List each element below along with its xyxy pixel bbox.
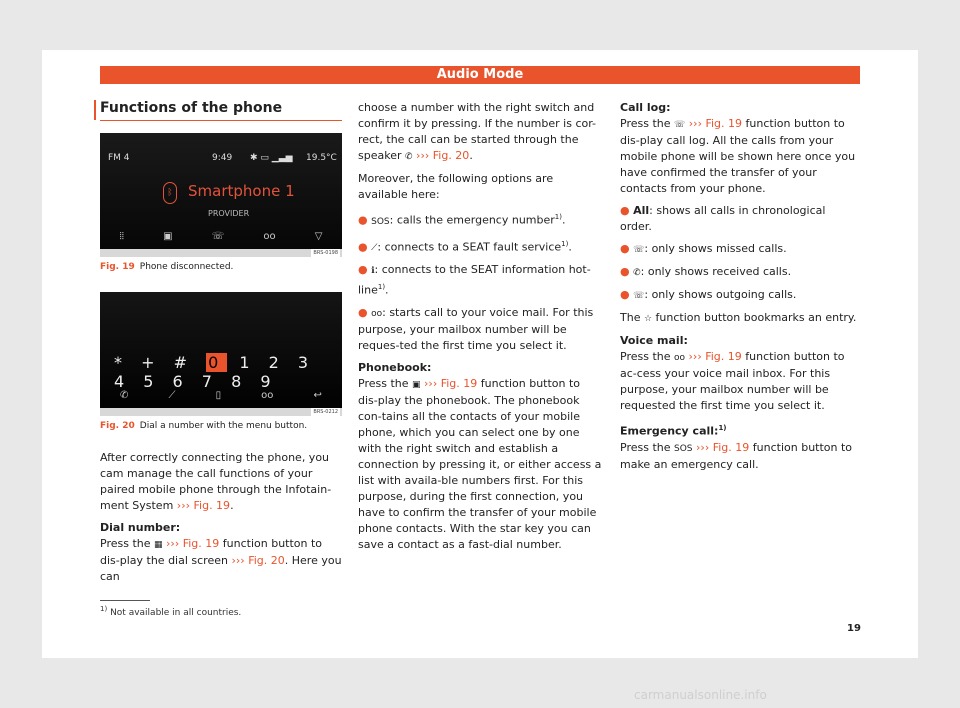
column-1: After correctly connecting the phone, you cam manage the call functions of your paired mobile phone through the Infotain-ment System ››› Fig. 19. Dial number: Press the ▦ ››› Fig. 19 function button to dis-play the dial screen ››› Fig. 20. Here you can [100, 451, 342, 583]
outgoing-call-icon: ☏ [633, 291, 645, 301]
figure-19-image [100, 133, 342, 257]
voicemail-icon[interactable]: oo [261, 389, 274, 401]
dial-heading: Dial number: [100, 521, 181, 534]
clock: 9:49 [212, 153, 233, 163]
star-icon: ☆ [643, 314, 653, 324]
chapter-header: Audio Mode [100, 66, 860, 84]
received-call-icon: ✆ [633, 268, 641, 278]
column-2: choose a number with the right switch and confirm it by pressing. If the number is cor-rect, the call can be started through the speaker ✆ ››› Fig. 20. Moreover, the following options are available here: ● SOS: calls the emergency number$^{1)}$. ● ⟋: connects to a SEAT fault service$^{1)}$. ● ℹ: connects to the SEAT information hot-line$^{1)}$. ● oo: starts call to your voice mail. For this purpose, your mailbox number will be reques-ted the first time you select it. Phonebook: Press the ▣ ››› Fig. 19 function button to dis-play the phonebook. The phonebook con-tains all the contacts of your mobile phone, which you can select one by one with the right switch and establish a connection by pressing it, or either access a list with availa-ble numbers first. For this purpose, during the first connection, you have to confirm the transfer of your mobile phone contacts. With the star key you can save a contact as a fast-dial number. [358, 101, 602, 551]
page-number: 19 [847, 623, 861, 634]
status-icons: ✱ ▭ ▁▃▅ [250, 153, 293, 163]
voicemail-icon[interactable]: oo [263, 230, 276, 242]
sos-icon: SOS [371, 216, 390, 227]
footnote: $^{1)}$ Not available in all countries. [100, 605, 242, 618]
phonebook-icon[interactable]: ▣ [163, 230, 173, 242]
voicemail-icon: oo [371, 308, 383, 319]
voicemail-icon: oo [674, 353, 686, 363]
figure-20-image [100, 292, 342, 416]
call-log-icon[interactable]: ☏ [211, 230, 225, 242]
menu-down-icon[interactable]: ▽ [314, 230, 323, 242]
info-icon[interactable]: ▯ [215, 389, 222, 401]
footnote-rule [100, 600, 150, 601]
back-icon[interactable]: ↩ [313, 389, 322, 401]
dial-digits: * + # 0 1 2 3 4 5 6 7 8 9 [114, 353, 316, 391]
section-title: Functions of the phone [100, 100, 342, 121]
figure-20-caption: Fig. 20 Dial a number with the menu button. [100, 421, 308, 431]
image-code: BRS-0198 [313, 250, 338, 256]
call-log-icon: ☏ [674, 120, 686, 130]
figure-19-caption: Fig. 19 Phone disconnected. [100, 262, 234, 272]
phone-name: Smartphone 1 [188, 182, 295, 200]
dialpad-icon[interactable]: ⦙⦙ [119, 230, 125, 242]
temperature: 19.5°C [306, 153, 337, 163]
info-icon: ℹ [371, 266, 375, 277]
phone-icon: ✆ [405, 152, 413, 162]
station-label: FM 4 [108, 153, 130, 163]
column-3: Call log: Press the ☏ ››› Fig. 19 function button to dis-play call log. All the calls from your mobile phone will be shown here once you have confirmed the transfer of your contacts from your phone. ● All: shows all calls in chronological order. ● ☏: only shows missed calls. ● ✆: only shows received calls. ● ☏: only shows outgoing calls. The ☆ function button bookmarks an entry. Voice mail: Press the oo ››› Fig. 19 function button to ac-cess your voice mail inbox. For this purpose, your mailbox number will be requested the first time you select it. Emergency call:$^{1)}$ Press the SOS ››› Fig. 19 function button to make an emergency call. [620, 101, 857, 471]
speaker-icon[interactable]: ✆ [120, 389, 129, 401]
watermark: carmanualsonline.info [634, 688, 767, 702]
image-code: BRS-0212 [313, 409, 338, 415]
provider-label: PROVIDER [208, 209, 250, 218]
dialpad-icon: ▦ [154, 540, 163, 550]
phonebook-icon: ▣ [412, 379, 421, 390]
service-icon[interactable]: ⟋ [168, 389, 176, 401]
bluetooth-icon: ᛒ [163, 182, 177, 204]
missed-call-icon: ☏ [633, 245, 645, 255]
wrench-icon: ⟋ [371, 243, 378, 254]
sos-icon: SOS [674, 443, 693, 454]
